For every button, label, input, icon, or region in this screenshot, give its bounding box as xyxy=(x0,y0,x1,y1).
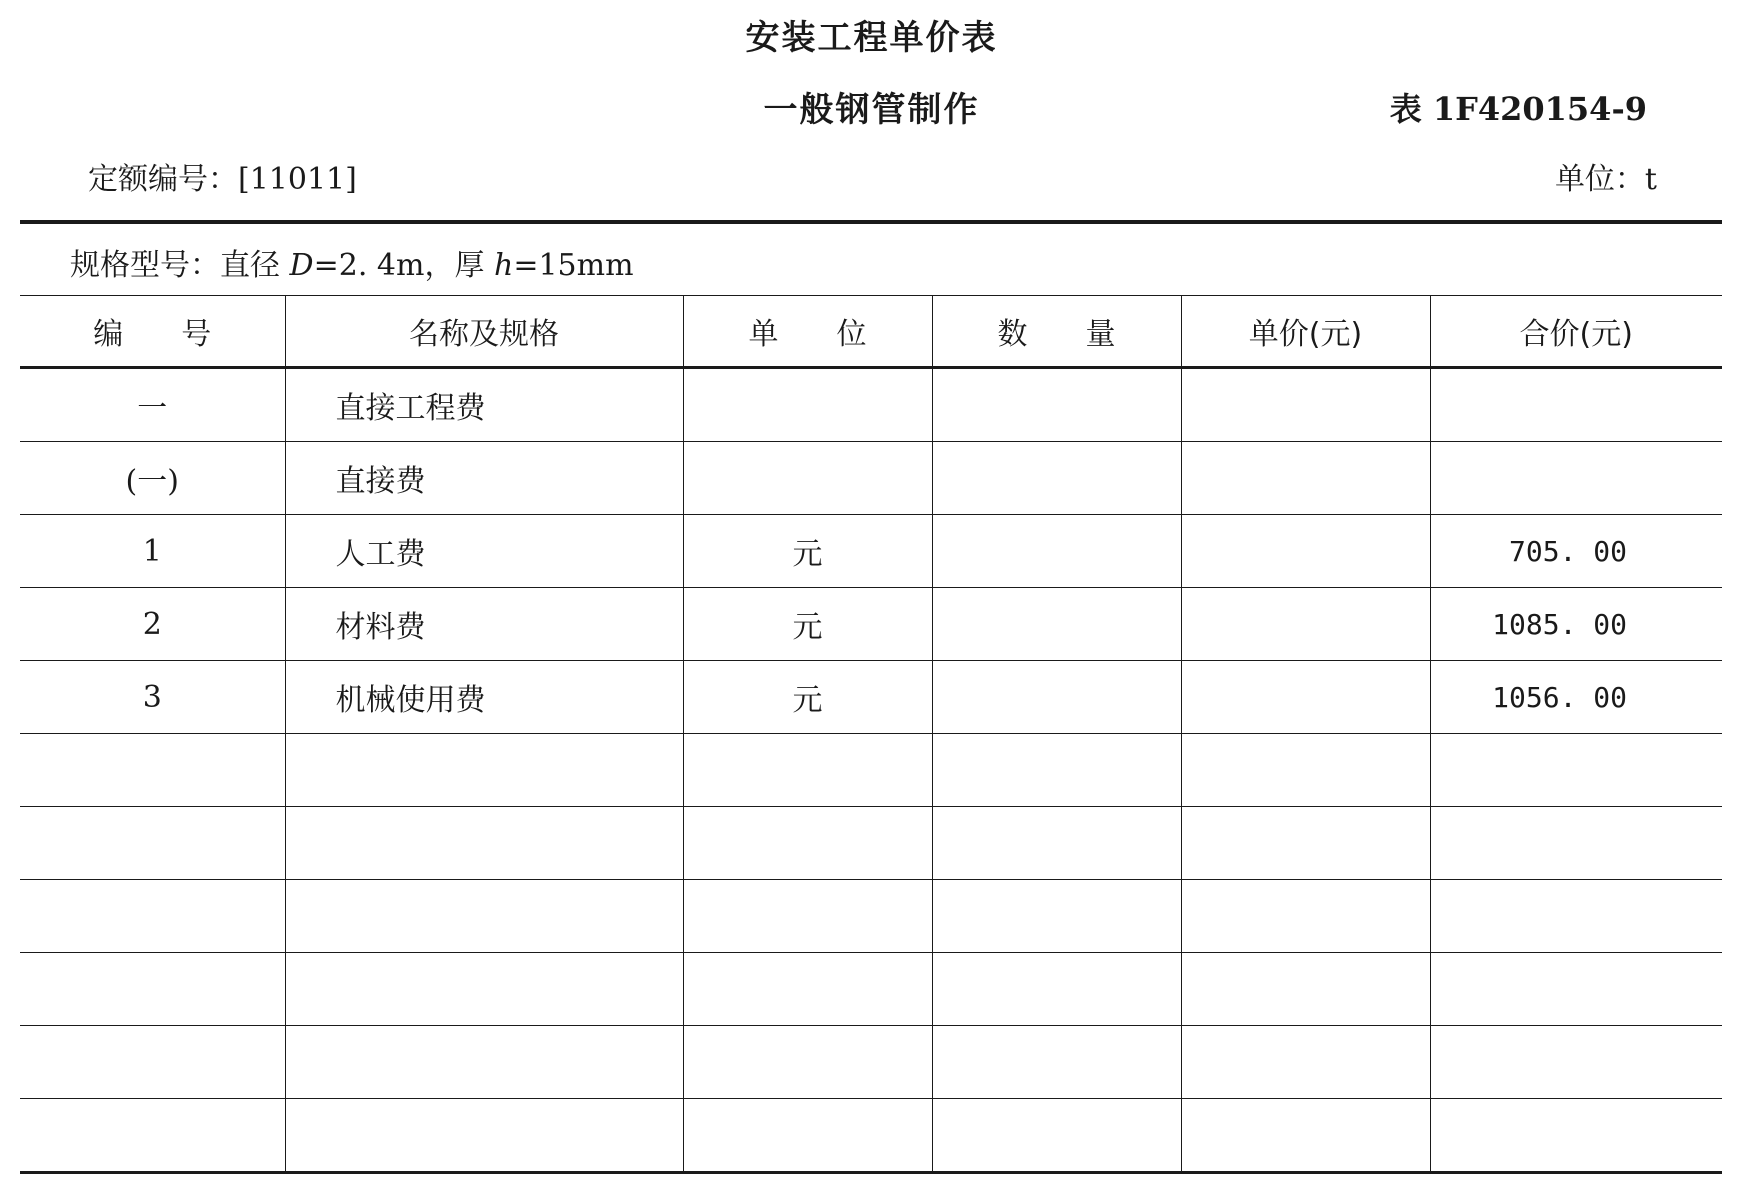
table-row xyxy=(20,1026,1722,1099)
cell-number xyxy=(20,953,285,1026)
spec-line xyxy=(70,240,634,284)
cell-quantity xyxy=(932,807,1181,880)
cell-unit-price xyxy=(1181,1026,1430,1099)
table-row xyxy=(20,442,1722,515)
cell-total xyxy=(1430,368,1722,442)
table-row xyxy=(20,734,1722,807)
col-header-unit: 单位 xyxy=(683,296,932,368)
spec-mid: =2. 4m，厚 xyxy=(313,248,494,283)
cell-name xyxy=(285,1026,683,1099)
cell-quantity xyxy=(932,880,1181,953)
page-subtitle: 一般钢管制作 xyxy=(763,90,980,130)
cell-unit: 元 xyxy=(683,515,932,588)
cell-number xyxy=(20,1026,285,1099)
cell-name xyxy=(285,880,683,953)
cell-quantity xyxy=(932,953,1181,1026)
table-row xyxy=(20,807,1722,880)
cell-unit-price xyxy=(1181,953,1430,1026)
cell-unit-price xyxy=(1181,880,1430,953)
col-header-quantity: 数量 xyxy=(932,296,1181,368)
col-header-number: 编号 xyxy=(20,296,285,368)
cell-number xyxy=(20,734,285,807)
cell-number xyxy=(20,880,285,953)
table-row xyxy=(20,588,1722,661)
cell-unit: 元 xyxy=(683,588,932,661)
cell-number: 一 xyxy=(20,368,285,442)
cell-unit-price xyxy=(1181,442,1430,515)
cell-total xyxy=(1430,807,1722,880)
cell-quantity xyxy=(932,661,1181,734)
table-row xyxy=(20,368,1722,442)
cell-name xyxy=(285,734,683,807)
cell-name: 材料费 xyxy=(285,588,683,661)
cell-unit xyxy=(683,1026,932,1099)
cell-name: 机械使用费 xyxy=(285,661,683,734)
cell-total xyxy=(1430,442,1722,515)
cell-total xyxy=(1430,953,1722,1026)
page-title: 安装工程单价表 xyxy=(745,18,998,58)
cell-unit xyxy=(683,880,932,953)
cell-total xyxy=(1430,1026,1722,1099)
cell-name xyxy=(285,953,683,1026)
table-row xyxy=(20,880,1722,953)
cell-unit-price xyxy=(1181,661,1430,734)
cell-total: 1085. 00 xyxy=(1430,588,1722,661)
cell-unit-price xyxy=(1181,1099,1430,1173)
cell-name xyxy=(285,1099,683,1173)
cell-quantity xyxy=(932,588,1181,661)
quota-number: 定额编号：[11011] xyxy=(88,162,357,197)
spec-prefix: 规格型号：直径 xyxy=(70,248,290,283)
col-header-unit-price: 单价(元) xyxy=(1181,296,1430,368)
table-row xyxy=(20,953,1722,1026)
spec-d-symbol: D xyxy=(289,248,314,283)
cell-quantity xyxy=(932,442,1181,515)
table-row xyxy=(20,1099,1722,1173)
unit-label: 单位：t xyxy=(1554,162,1657,197)
cell-total xyxy=(1430,1099,1722,1173)
cell-quantity xyxy=(932,1099,1181,1173)
unit-price-table xyxy=(20,295,1722,1174)
cell-unit-price xyxy=(1181,807,1430,880)
cell-quantity xyxy=(932,368,1181,442)
cell-name xyxy=(285,807,683,880)
cell-unit xyxy=(683,953,932,1026)
table-row xyxy=(20,515,1722,588)
table-header-row xyxy=(20,296,1722,368)
cell-unit xyxy=(683,442,932,515)
cell-name: 人工费 xyxy=(285,515,683,588)
cell-quantity xyxy=(932,1026,1181,1099)
cell-unit-price xyxy=(1181,734,1430,807)
table-number: 表 1F420154-9 xyxy=(1389,90,1647,128)
cell-name: 直接费 xyxy=(285,442,683,515)
cell-number xyxy=(20,1099,285,1173)
cell-unit xyxy=(683,734,932,807)
cell-number: 2 xyxy=(20,588,285,661)
cell-number: (一) xyxy=(20,442,285,515)
cell-unit xyxy=(683,368,932,442)
spec-suffix: =15mm xyxy=(513,248,634,283)
cell-unit-price xyxy=(1181,368,1430,442)
cell-total xyxy=(1430,734,1722,807)
cell-unit-price xyxy=(1181,515,1430,588)
spec-h-symbol: h xyxy=(493,248,514,283)
cell-total xyxy=(1430,880,1722,953)
cell-name: 直接工程费 xyxy=(285,368,683,442)
cell-unit-price xyxy=(1181,588,1430,661)
table-row xyxy=(20,661,1722,734)
cell-number: 1 xyxy=(20,515,285,588)
cell-total: 1056. 00 xyxy=(1430,661,1722,734)
col-header-name: 名称及规格 xyxy=(285,296,683,368)
cell-number: 3 xyxy=(20,661,285,734)
col-header-total-price: 合价(元) xyxy=(1430,296,1722,368)
cell-unit xyxy=(683,1099,932,1173)
cell-unit: 元 xyxy=(683,661,932,734)
cell-quantity xyxy=(932,515,1181,588)
cell-quantity xyxy=(932,734,1181,807)
cell-total: 705. 00 xyxy=(1430,515,1722,588)
cell-unit xyxy=(683,807,932,880)
top-rule xyxy=(20,220,1722,224)
cell-number xyxy=(20,807,285,880)
